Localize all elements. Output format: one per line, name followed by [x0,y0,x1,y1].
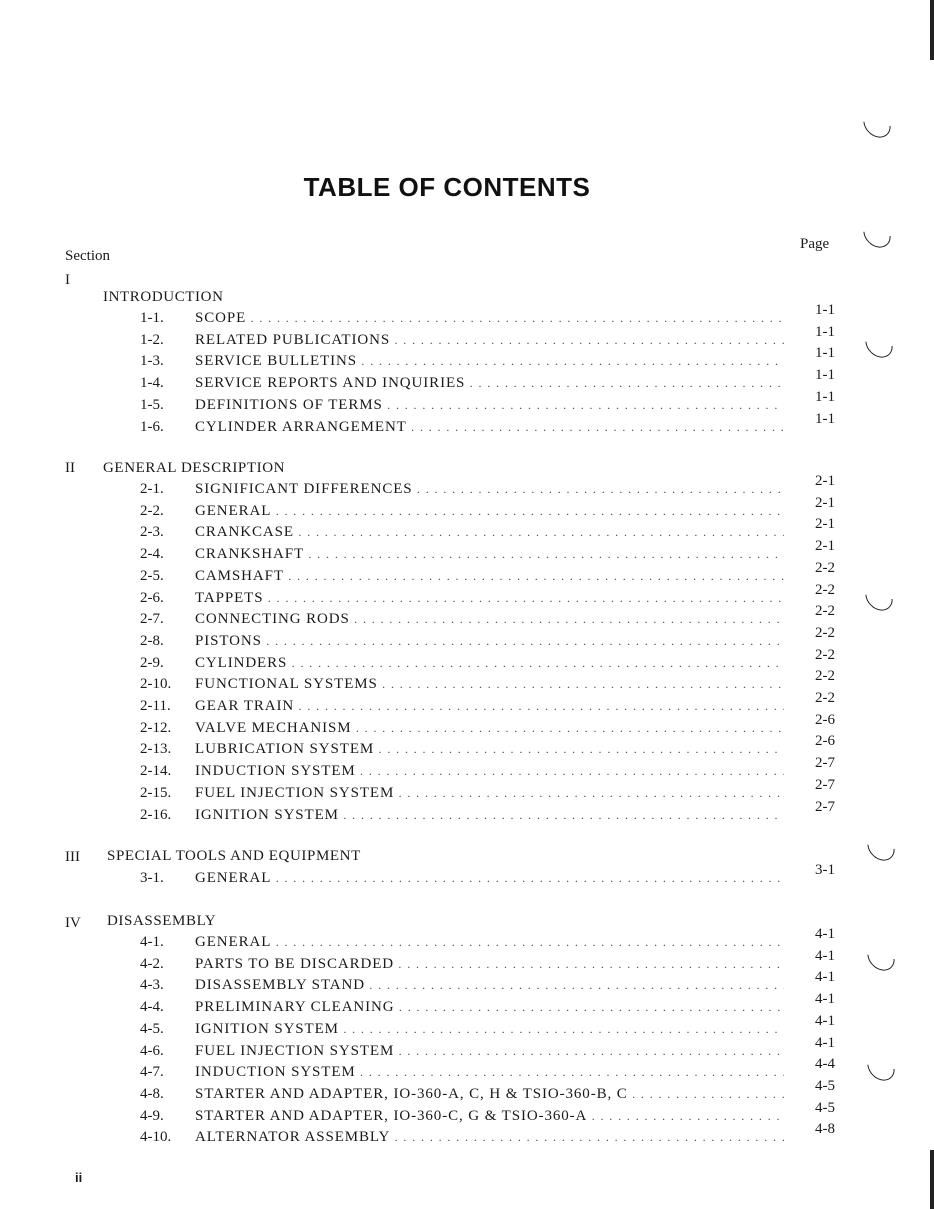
section-number: II [65,460,75,476]
entry-number: 1-2. [140,331,164,348]
toc-entry[interactable] [0,991,934,1019]
entry-page-number: 3-1 [815,862,835,878]
toc-entry[interactable] [0,473,934,501]
binder-hole-mark [858,215,896,253]
entry-label: GEAR TRAIN . . . [195,698,784,715]
entry-label: STARTER AND ADAPTER, IO-360-C, G & TSIO-360-A . . . [195,1108,784,1125]
entry-page-number: 4-4 [815,1056,835,1073]
section-title: GENERAL DESCRIPTION [103,460,286,476]
page-column-header: Page [800,236,830,252]
entry-label: GENERAL . . . [195,934,784,951]
entry-number: 2-5. [140,567,164,584]
toc-entry[interactable] [0,776,934,805]
entry-label: GENERAL . . . [195,503,784,520]
entry-number: 4-6. [140,1042,164,1059]
entry-page-number: 2-7 [815,776,835,793]
entry-label: CAMSHAFT . . . [195,568,784,585]
entry-label: TAPPETS . . . [195,590,784,607]
entry-page-number: 1-1 [815,367,835,384]
entry-number: 1-4. [140,375,164,392]
toc-entry[interactable] [0,969,934,997]
entry-number: 2-11. [140,698,171,714]
entry-page-number: 2-7 [815,755,835,772]
toc-entry[interactable] [0,690,934,718]
entry-number: 4-4. [140,999,164,1016]
entry-label: SERVICE REPORTS AND INQUIRIES . . . [195,375,784,392]
page-edge-shadow [930,0,934,60]
entry-number: 2-13. [140,741,172,758]
entry-number: 4-8. [140,1085,164,1102]
entry-page-number: 1-1 [815,302,835,318]
entry-label: CYLINDERS . . . [195,655,784,672]
entry-number: 2-8. [140,632,164,649]
section-number: I [65,272,70,288]
entry-page-number: 4-1 [815,1012,835,1029]
entry-number: 4-5. [140,1020,164,1037]
toc-entry[interactable] [0,711,934,740]
entry-label: CRANKCASE . . . [195,524,784,541]
toc-entry[interactable] [0,1012,934,1041]
toc-entry[interactable] [0,302,934,330]
section-number: IV [65,915,81,931]
entry-page-number: 2-1 [815,516,835,533]
toc-entry[interactable] [0,755,934,783]
entry-page-number: 4-5 [815,1099,835,1116]
entry-page-number: 4-1 [815,947,835,964]
toc-entry[interactable] [0,410,934,439]
entry-page-number: 2-2 [815,646,835,663]
entry-label: PARTS TO BE DISCARDED . . . [195,956,784,973]
entry-number: 2-4. [140,546,164,563]
toc-entry[interactable] [0,581,934,610]
toc-entry[interactable] [0,1034,934,1063]
toc-entry[interactable] [0,538,934,566]
entry-label: RELATED PUBLICATIONS . . . [195,332,784,349]
toc-entry[interactable] [0,323,934,352]
section-title: DISASSEMBLY [107,913,217,929]
entry-number: 4-7. [140,1064,164,1081]
entry-number: 2-16. [140,806,172,823]
toc-entry[interactable] [0,1099,934,1128]
entry-page-number: 2-2 [815,690,835,706]
entry-page-number: 2-1 [815,473,835,489]
entry-label: FUNCTIONAL SYSTEMS . . . [195,676,784,693]
entry-page-number: 4-8 [815,1121,835,1138]
entry-number: 1-1. [140,310,164,326]
entry-number: 1-5. [140,396,164,413]
entry-number: 2-15. [140,784,172,801]
entry-number: 1-6. [140,418,164,435]
entry-page-number: 2-2 [815,603,835,620]
entry-label: INDUCTION SYSTEM . . . [195,763,784,780]
entry-number: 2-6. [140,589,164,606]
entry-label: SIGNIFICANT DIFFERENCES . . . [195,481,784,498]
entry-number: 2-7. [140,611,164,628]
toc-entry[interactable] [0,388,934,417]
toc-entry[interactable] [0,367,934,395]
entry-page-number: 2-2 [815,581,835,598]
entry-page-number: 1-1 [815,323,835,340]
entry-label: FUEL INJECTION SYSTEM . . . [195,785,784,802]
entry-label: STARTER AND ADAPTER, IO-360-A, C, H & TSIO-360-B, C . . . [195,1086,784,1103]
toc-entry[interactable] [0,733,934,761]
entry-label: SERVICE BULLETINS . . . [195,353,784,370]
entry-page-number: 2-6 [815,711,835,728]
entry-page-number: 4-1 [815,926,835,942]
entry-label: FUEL INJECTION SYSTEM . . . [195,1043,784,1060]
entry-page-number: 4-1 [815,969,835,986]
entry-page-number: 2-1 [815,494,835,511]
entry-label: INDUCTION SYSTEM . . . [195,1064,784,1081]
entry-page-number: 4-1 [815,991,835,1008]
entry-page-number: 1-1 [815,345,835,362]
entry-page-number: 1-1 [815,388,835,405]
entry-page-number: 2-2 [815,624,835,641]
entry-page-number: 2-2 [815,668,835,685]
toc-entry[interactable] [0,624,934,653]
entry-label: DISASSEMBLY STAND . . . [195,977,784,994]
entry-page-number: 4-5 [815,1077,835,1094]
entry-number: 2-12. [140,719,172,736]
entry-label: CYLINDER ARRANGEMENT . . . [195,419,784,436]
entry-label: VALVE MECHANISM . . . [195,720,784,737]
entry-label: ALTERNATOR ASSEMBLY . . . [195,1129,784,1146]
section-column-header: Section [65,248,110,264]
entry-number: 4-9. [140,1107,164,1124]
toc-entry[interactable] [0,926,934,954]
entry-label: LUBRICATION SYSTEM . . . [195,741,784,758]
section-title: INTRODUCTION [103,289,224,305]
entry-label: CONNECTING RODS . . . [195,611,784,628]
entry-number: 2-1. [140,481,164,497]
entry-page-number: 1-1 [815,410,835,427]
entry-number: 1-3. [140,353,164,370]
toc-entry[interactable] [0,345,934,373]
entry-page-number: 4-1 [815,1034,835,1051]
toc-entry[interactable] [0,603,934,631]
entry-number: 2-2. [140,502,164,519]
entry-number: 4-10. [140,1129,172,1146]
entry-label: PRELIMINARY CLEANING . . . [195,999,784,1016]
entry-page-number: 2-6 [815,733,835,750]
toc-entry[interactable] [0,1077,934,1106]
toc-entry[interactable] [0,798,934,827]
binder-hole-mark [862,828,900,866]
entry-label: IGNITION SYSTEM . . . [195,1021,784,1038]
toc-entry[interactable] [0,494,934,523]
entry-number: 2-3. [140,524,164,541]
toc-entry[interactable] [0,1056,934,1084]
toc-entry[interactable] [0,1121,934,1149]
page-edge-shadow [930,1150,934,1209]
entry-label: CRANKSHAFT . . . [195,546,784,563]
toc-entry[interactable] [0,646,934,675]
entry-label: SCOPE . . . [195,310,784,327]
entry-page-number: 2-2 [815,559,835,576]
entry-label: DEFINITIONS OF TERMS . . . [195,397,784,414]
toc-entry[interactable] [0,862,934,890]
toc-entry[interactable] [0,947,934,976]
entry-page-number: 2-1 [815,538,835,555]
section-title: SPECIAL TOOLS AND EQUIPMENT [107,848,361,864]
section-number: III [65,849,80,865]
page-folio: ii [75,1170,83,1185]
toc-entry[interactable] [0,516,934,544]
toc-entry[interactable] [0,559,934,588]
entry-number: 4-1. [140,934,164,950]
entry-label: IGNITION SYSTEM . . . [195,807,784,824]
entry-page-number: 2-7 [815,798,835,815]
binder-hole-mark [858,105,896,143]
page-title: TABLE OF CONTENTS [303,172,591,202]
entry-label: PISTONS . . . [195,633,784,650]
entry-label: GENERAL . . . [195,870,784,887]
entry-number: 2-14. [140,763,172,780]
entry-number: 3-1. [140,870,164,886]
toc-entry[interactable] [0,668,934,696]
entry-number: 2-10. [140,676,172,693]
entry-number: 4-3. [140,977,164,994]
entry-number: 4-2. [140,955,164,972]
entry-number: 2-9. [140,654,164,671]
